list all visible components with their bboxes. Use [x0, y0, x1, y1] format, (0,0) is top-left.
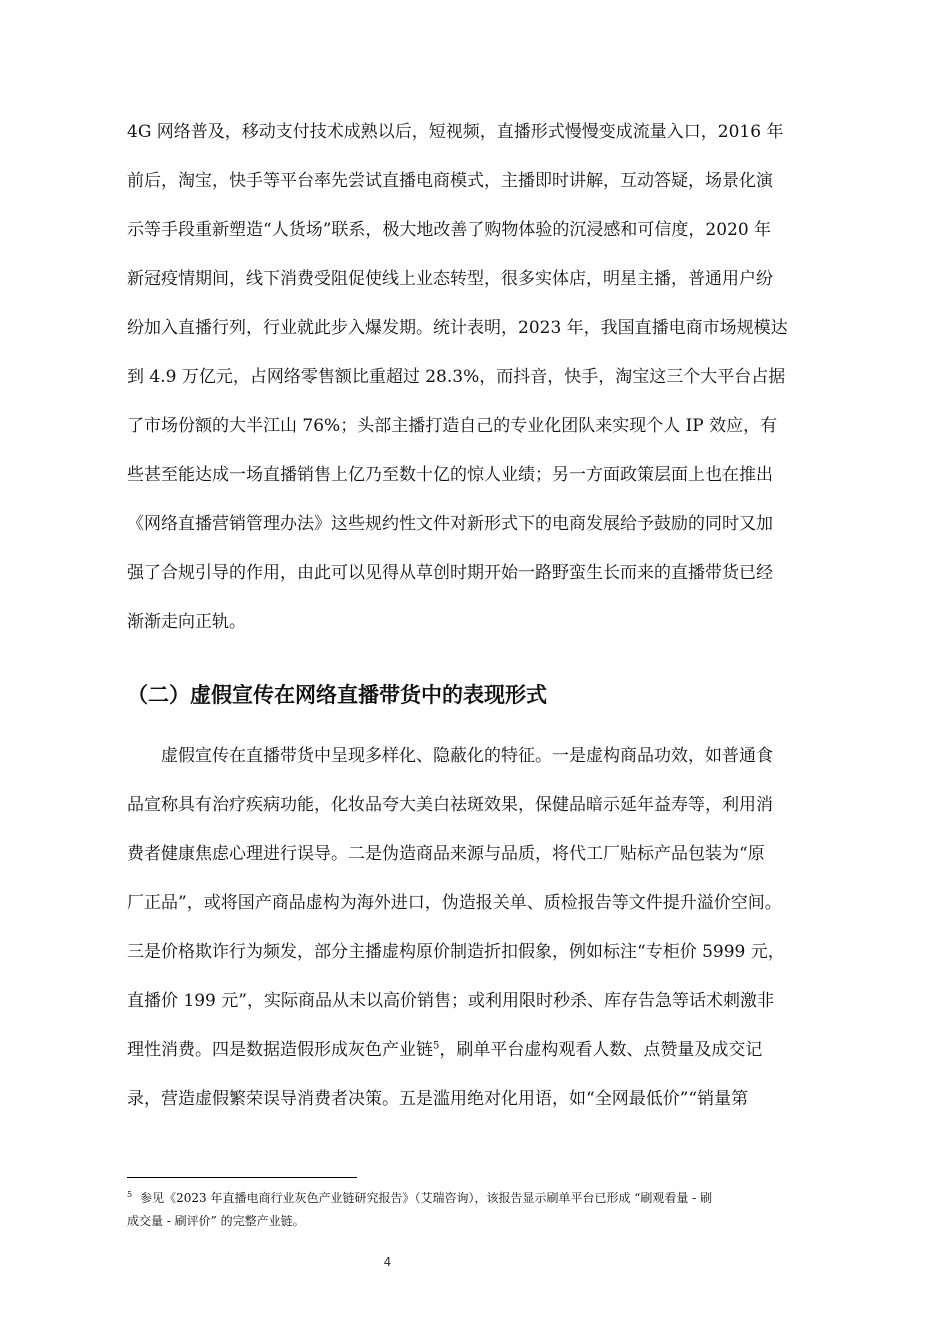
- text-line: 直播价 199 元”，实际商品从未以高价销售；或利用限时秒杀、库存告急等话术刺激非: [127, 991, 774, 1011]
- text-line: [127, 1039, 762, 1061]
- text-line: 厂正品”，或将国产商品虚构为海外进口，伪造报关单、质检报告等文件提升溢价空间。: [127, 893, 782, 913]
- section-heading: （二）虚假宣传在网络直播带货中的表现形式: [127, 683, 547, 707]
- text-line: 前后，淘宝，快手等平台率先尝试直播电商模式，主播即时讲解，互动答疑，场景化演: [127, 171, 773, 191]
- text-line: 三是价格欺诈行为频发，部分主播虚构原价制造折扣假象，例如标注“专柜价 5999 元，: [127, 942, 785, 962]
- text-line: 录，营造虚假繁荣误导消费者决策。五是滥用绝对化用语，如“全网最低价”“销量第: [127, 1089, 749, 1109]
- page-number: 4: [383, 1255, 392, 1269]
- footnote-separator: [127, 1177, 357, 1178]
- text-line: 了市场份额的大半江山 76%；头部主播打造自己的专业化团队来实现个人 IP 效应，有: [127, 416, 778, 436]
- footnote-text: 参见《2023 年直播电商行业灰色产业链研究报告》（艾瑞咨询），该报告显示刷单平台已形成 “刷观看量 - 刷: [140, 1191, 713, 1205]
- text-line: 费者健康焦虑心理进行误导。二是伪造商品来源与品质，将代工厂贴标产品包装为“原: [127, 844, 765, 864]
- text-line: 到 4.9 万亿元，占网络零售额比重超过 28.3%，而抖音，快手，淘宝这三个大平台占据: [127, 367, 786, 387]
- text-line: 渐渐走向正轨。: [127, 612, 246, 632]
- footnote-marker: 5: [127, 1190, 133, 1199]
- text-line: 虚假宣传在直播带货中呈现多样化、隐蔽化的特征。一是虚构商品功效，如普通食: [161, 746, 773, 766]
- text-line: 些甚至能达成一场直播销售上亿乃至数十亿的惊人业绩；另一方面政策层面上也在推出: [127, 465, 773, 485]
- text-line: 4G 网络普及，移动支付技术成熟以后，短视频，直播形式慢慢变成流量入口，2016 年: [127, 122, 784, 142]
- footnote-line: 成交量 - 刷评价” 的完整产业链。: [127, 1214, 305, 1228]
- text-line: 《网络直播营销管理办法》这些规约性文件对新形式下的电商发展给予鼓励的同时又加: [127, 514, 773, 534]
- footnote-reference[interactable]: 5: [433, 1040, 440, 1052]
- text-line: 新冠疫情期间，线下消费受阻促使线上业态转型，很多实体店，明星主播，普通用户纷: [127, 269, 773, 289]
- text-segment: ，刷单平台虚构观看人数、点赞量及成交记: [439, 1040, 763, 1060]
- text-line: 品宣称具有治疗疾病功能，化妆品夸大美白祛斑效果，保健品暗示延年益寿等，利用消: [127, 795, 773, 815]
- text-line: 纷加入直播行列，行业就此步入爆发期。统计表明，2023 年，我国直播电商市场规模达: [127, 318, 788, 338]
- text-line: 示等手段重新塑造“人货场”联系，极大地改善了购物体验的沉浸感和可信度，2020 年: [127, 220, 772, 240]
- text-line: 强了合规引导的作用，由此可以见得从草创时期开始一路野蛮生长而来的直播带货已经: [127, 563, 773, 583]
- text-segment: 理性消费。四是数据造假形成灰色产业链: [127, 1040, 433, 1060]
- footnote-line: [127, 1187, 712, 1206]
